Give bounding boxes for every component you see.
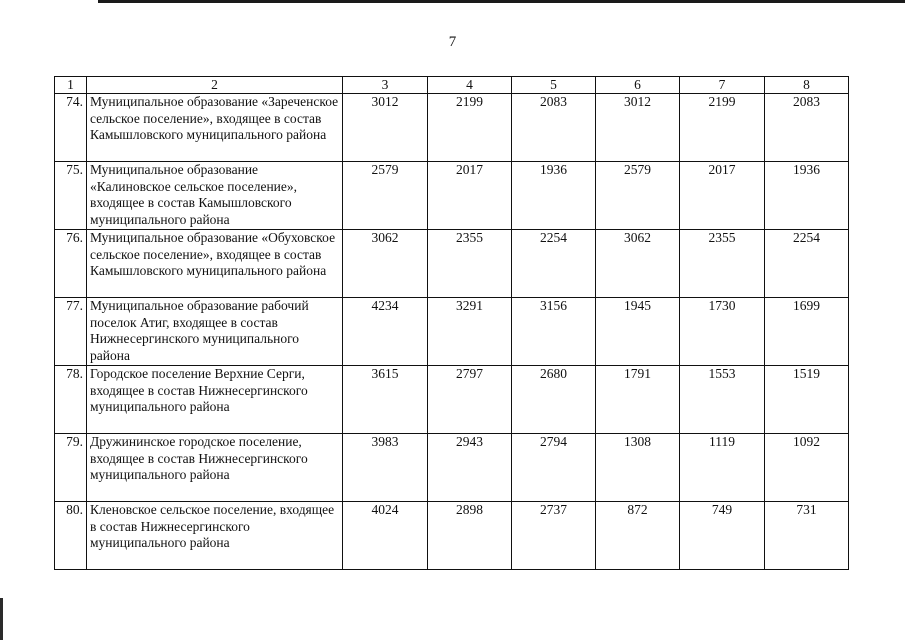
value-cell: 3062	[343, 230, 428, 298]
column-header: 6	[596, 77, 680, 94]
scan-left-edge	[0, 598, 3, 640]
table-row	[55, 502, 849, 570]
value-cell: 2680	[512, 366, 596, 434]
value-cell: 1791	[596, 366, 680, 434]
value-cell: 3615	[343, 366, 428, 434]
table-row	[55, 230, 849, 298]
column-header: 4	[428, 77, 512, 94]
value-cell: 3291	[428, 298, 512, 366]
row-number: 75.	[55, 162, 87, 230]
row-number: 78.	[55, 366, 87, 434]
value-cell: 2355	[428, 230, 512, 298]
value-cell: 4234	[343, 298, 428, 366]
column-header: 7	[680, 77, 765, 94]
municipality-name: Дружининское городское поселение, входящее в состав Нижнесергинского муниципального района	[87, 434, 343, 502]
municipality-name: Муниципальное образование «Зареченское сельское поселение», входящее в состав Камышловского муниципального района	[87, 94, 343, 162]
municipality-name: Кленовское сельское поселение, входящее в состав Нижнесергинского муниципального района	[87, 502, 343, 570]
value-cell: 2017	[428, 162, 512, 230]
value-cell: 2794	[512, 434, 596, 502]
column-header: 3	[343, 77, 428, 94]
value-cell: 3012	[343, 94, 428, 162]
data-table	[54, 76, 849, 570]
value-cell: 2579	[596, 162, 680, 230]
value-cell: 2199	[680, 94, 765, 162]
value-cell: 1092	[765, 434, 849, 502]
value-cell: 1936	[512, 162, 596, 230]
table-row	[55, 94, 849, 162]
value-cell: 731	[765, 502, 849, 570]
table-row	[55, 434, 849, 502]
value-cell: 2254	[512, 230, 596, 298]
row-number: 79.	[55, 434, 87, 502]
column-header: 5	[512, 77, 596, 94]
value-cell: 3983	[343, 434, 428, 502]
table-body	[55, 94, 849, 570]
value-cell: 2943	[428, 434, 512, 502]
value-cell: 2254	[765, 230, 849, 298]
row-number: 77.	[55, 298, 87, 366]
value-cell: 2797	[428, 366, 512, 434]
value-cell: 1519	[765, 366, 849, 434]
value-cell: 2083	[512, 94, 596, 162]
header-row	[55, 77, 849, 94]
municipality-name: Муниципальное образование «Калиновское сельское поселение», входящее в состав Камышловского муниципального района	[87, 162, 343, 230]
table-row	[55, 366, 849, 434]
row-number: 76.	[55, 230, 87, 298]
value-cell: 3062	[596, 230, 680, 298]
value-cell: 1730	[680, 298, 765, 366]
column-header: 2	[87, 77, 343, 94]
value-cell: 2199	[428, 94, 512, 162]
row-number: 74.	[55, 94, 87, 162]
value-cell: 2355	[680, 230, 765, 298]
value-cell: 1119	[680, 434, 765, 502]
row-number: 80.	[55, 502, 87, 570]
municipality-name: Городское поселение Верхние Серги, входящее в состав Нижнесергинского муниципального района	[87, 366, 343, 434]
value-cell: 2579	[343, 162, 428, 230]
value-cell: 3012	[596, 94, 680, 162]
value-cell: 1945	[596, 298, 680, 366]
value-cell: 2083	[765, 94, 849, 162]
value-cell: 872	[596, 502, 680, 570]
value-cell: 2898	[428, 502, 512, 570]
value-cell: 1936	[765, 162, 849, 230]
value-cell: 4024	[343, 502, 428, 570]
value-cell: 3156	[512, 298, 596, 366]
value-cell: 2017	[680, 162, 765, 230]
value-cell: 1308	[596, 434, 680, 502]
page-number: 7	[448, 34, 457, 50]
value-cell: 1699	[765, 298, 849, 366]
column-header: 8	[765, 77, 849, 94]
municipality-name: Муниципальное образование «Обуховское сельское поселение», входящее в состав Камышловского муниципального района	[87, 230, 343, 298]
table-row	[55, 298, 849, 366]
scan-top-border	[98, 0, 905, 3]
value-cell: 2737	[512, 502, 596, 570]
value-cell: 749	[680, 502, 765, 570]
column-header: 1	[55, 77, 87, 94]
municipality-name: Муниципальное образование рабочий поселок Атиг, входящее в состав Нижнесергинского муниципального района	[87, 298, 343, 366]
table-row	[55, 162, 849, 230]
value-cell: 1553	[680, 366, 765, 434]
